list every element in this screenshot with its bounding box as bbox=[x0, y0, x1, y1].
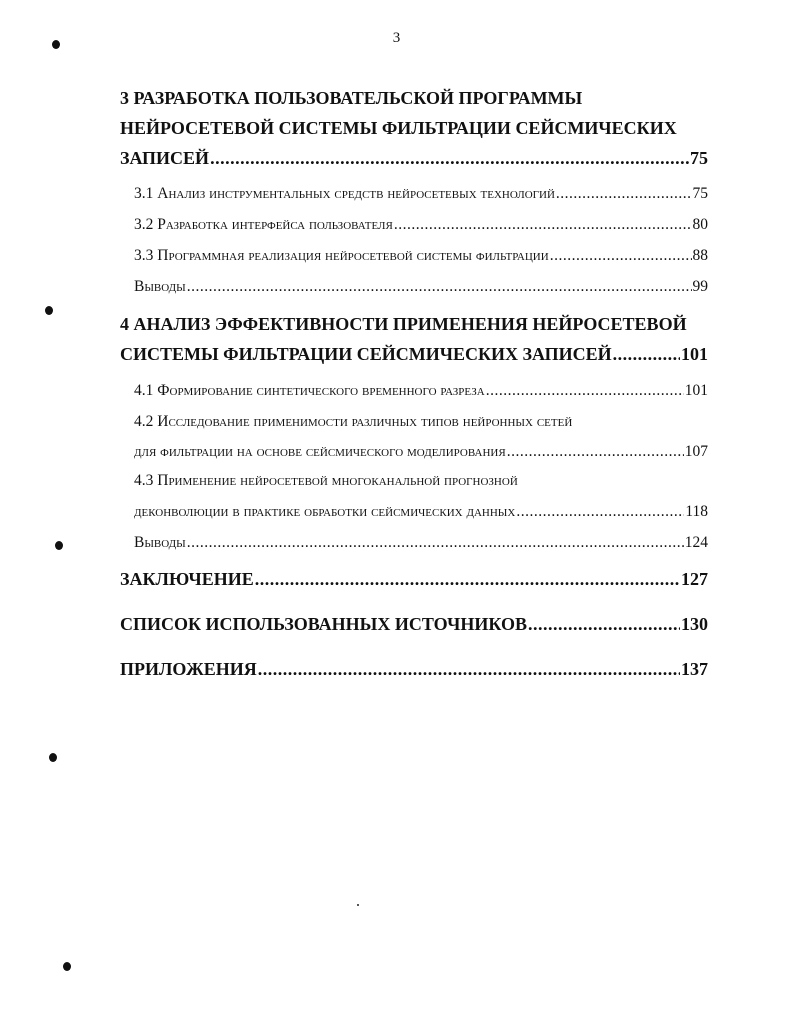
binder-hole-mark bbox=[49, 753, 57, 762]
toc-entry-label: Выводы bbox=[134, 278, 186, 295]
toc-entry-3-conclusions[interactable] bbox=[134, 278, 708, 296]
dot-leader bbox=[187, 534, 684, 552]
toc-entry-label: СПИСОК ИСПОЛЬЗОВАННЫХ ИСТОЧНИКОВ bbox=[120, 614, 527, 634]
dot-leader bbox=[613, 344, 680, 365]
chapter-4-title-line-1[interactable]: 4 АНАЛИЗ ЭФФЕКТИВНОСТИ ПРИМЕНЕНИЯ НЕЙРОСЕТЕВОЙ bbox=[120, 314, 687, 334]
toc-entry-page: 130 bbox=[681, 614, 708, 634]
toc-entry-conclusion[interactable] bbox=[120, 569, 708, 590]
toc-entry-page: 99 bbox=[692, 278, 708, 295]
toc-entry-3-1[interactable] bbox=[134, 185, 708, 203]
toc-entry-4-3[interactable] bbox=[134, 503, 708, 521]
chapter-3-title-line-2[interactable]: НЕЙРОСЕТЕВОЙ СИСТЕМЫ ФИЛЬТРАЦИИ СЕЙСМИЧЕСКИХ bbox=[120, 118, 677, 138]
toc-entry-label: 4.1 Формирование синтетического временного разреза bbox=[134, 382, 485, 399]
toc-entry-label: Выводы bbox=[134, 534, 186, 551]
toc-entry-page: 127 bbox=[681, 569, 708, 589]
binder-hole-mark bbox=[63, 962, 71, 971]
dot-leader bbox=[187, 278, 692, 296]
chapter-3-page: 75 bbox=[690, 148, 708, 168]
toc-entry-page: 101 bbox=[684, 382, 708, 399]
toc-entry-3-2[interactable] bbox=[134, 216, 708, 234]
binder-hole-mark bbox=[45, 306, 53, 315]
toc-entry-label: ПРИЛОЖЕНИЯ bbox=[120, 659, 257, 679]
toc-entry-page: 80 bbox=[692, 216, 708, 233]
toc-entry-page: 137 bbox=[681, 659, 708, 679]
toc-entry-label: ЗАКЛЮЧЕНИЕ bbox=[120, 569, 254, 589]
chapter-3-title-line-1[interactable]: 3 РАЗРАБОТКА ПОЛЬЗОВАТЕЛЬСКОЙ ПРОГРАММЫ bbox=[120, 88, 583, 108]
toc-entry-label: 3.1 Анализ инструментальных средств нейросетевых технологий bbox=[134, 185, 555, 202]
toc-entry-appendices[interactable] bbox=[120, 659, 708, 680]
binder-hole-mark bbox=[52, 40, 60, 49]
dot-leader bbox=[210, 148, 689, 169]
page-number: 3 bbox=[392, 30, 401, 46]
toc-entry-references[interactable] bbox=[120, 614, 708, 635]
chapter-4-title-line-2: СИСТЕМЫ ФИЛЬТРАЦИИ СЕЙСМИЧЕСКИХ ЗАПИСЕЙ bbox=[120, 344, 612, 364]
dot-leader bbox=[550, 247, 692, 265]
dot-leader bbox=[486, 382, 684, 400]
dot-leader bbox=[507, 443, 684, 461]
toc-entry-4-2-line-1[interactable]: 4.2 Исследование применимости различных типов нейронных сетей bbox=[134, 413, 573, 430]
dot-leader bbox=[556, 185, 692, 203]
dot-leader bbox=[516, 503, 684, 521]
scan-speck bbox=[357, 904, 359, 906]
dot-leader bbox=[394, 216, 692, 234]
toc-entry-label: 3.2 Разработка интерфейса пользователя bbox=[134, 216, 393, 233]
toc-entry-4-3-line-1[interactable]: 4.3 Применение нейросетевой многоканальной прогнозной bbox=[134, 472, 518, 489]
chapter-4-page: 101 bbox=[681, 344, 708, 364]
toc-entry-4-conclusions[interactable] bbox=[134, 534, 708, 552]
toc-entry-page: 118 bbox=[685, 503, 708, 520]
toc-entry-label: для фильтрации на основе сейсмического моделирования bbox=[134, 443, 506, 460]
toc-entry-page: 107 bbox=[684, 443, 708, 460]
toc-entry-4-1[interactable] bbox=[134, 382, 708, 400]
toc-entry-3-3[interactable] bbox=[134, 247, 708, 265]
toc-entry-page: 88 bbox=[692, 247, 708, 264]
dot-leader bbox=[258, 659, 680, 680]
toc-entry-page: 75 bbox=[692, 185, 708, 202]
dot-leader bbox=[255, 569, 680, 590]
chapter-3-entry[interactable] bbox=[120, 148, 708, 169]
toc-entry-label: деконволюции в практике обработки сейсмических данных bbox=[134, 503, 516, 520]
chapter-4-entry[interactable] bbox=[120, 344, 708, 365]
binder-hole-mark bbox=[55, 541, 63, 550]
dot-leader bbox=[528, 614, 680, 635]
toc-entry-label: 3.3 Программная реализация нейросетевой системы фильтрации bbox=[134, 247, 549, 264]
toc-entry-4-2[interactable] bbox=[134, 443, 708, 461]
chapter-3-title-line-3: ЗАПИСЕЙ bbox=[120, 148, 210, 168]
toc-entry-page: 124 bbox=[684, 534, 708, 551]
